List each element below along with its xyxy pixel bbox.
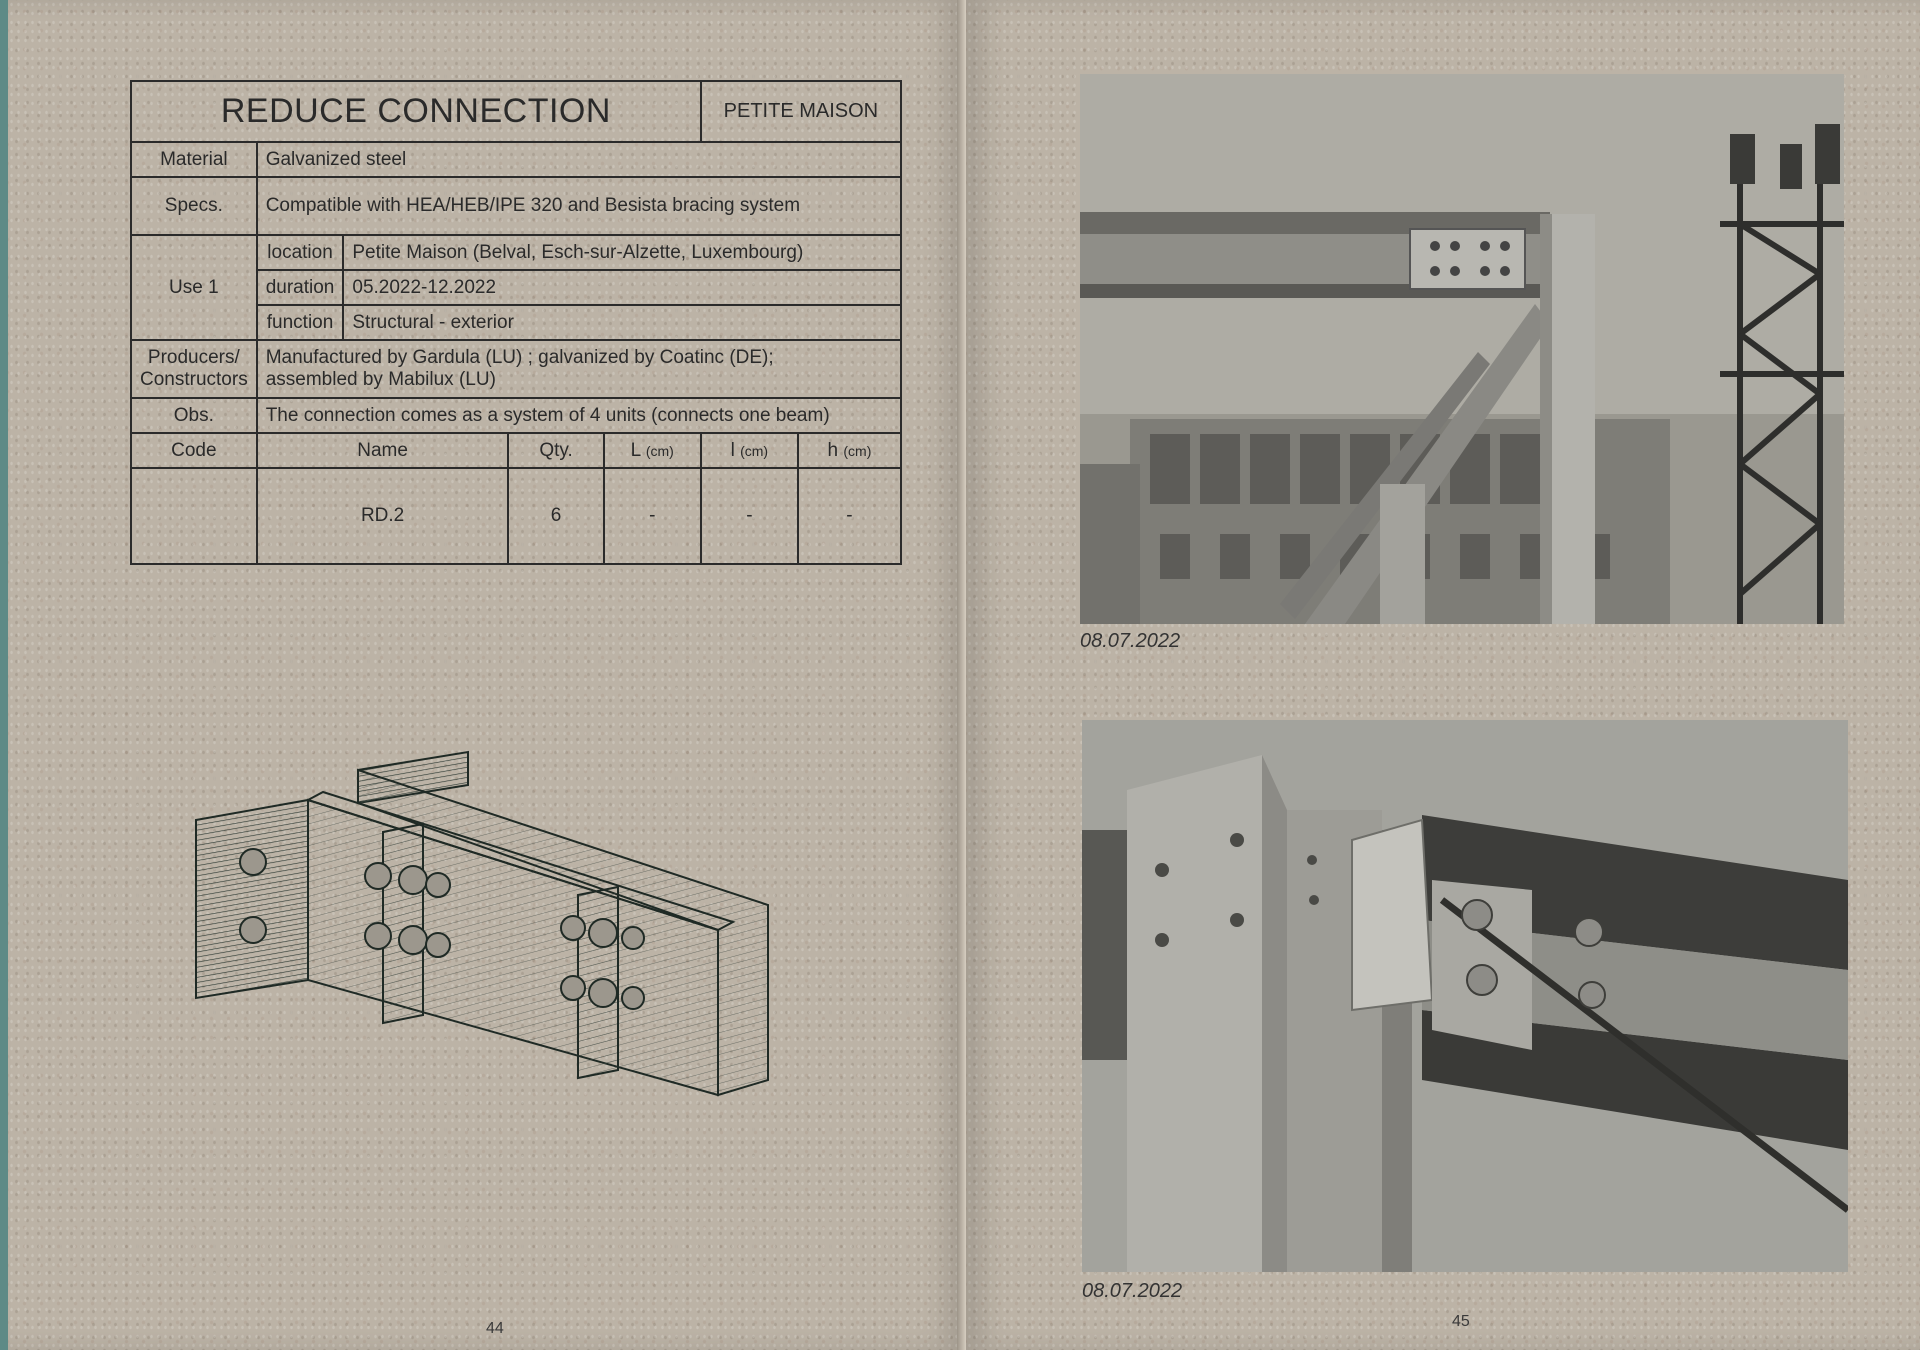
producers-value-line1: Manufactured by Gardula (LU) ; galvanized by Coatinc (DE); (265, 347, 774, 369)
left-page (8, 0, 963, 1350)
col-height-letter: h (827, 439, 839, 461)
connection-closeup-photo-frame (1082, 720, 1848, 1272)
construction-photo-frame (1080, 74, 1844, 624)
photo2-caption: 08.07.2022 (1082, 1280, 1183, 1302)
duration-value: 05.2022-12.2022 (343, 270, 901, 305)
col-width-unit: (cm) (740, 442, 769, 459)
duration-label: duration (257, 270, 344, 305)
right-page (966, 0, 1920, 1350)
frame-photo-svg (1080, 74, 1844, 624)
row-length: - (604, 468, 701, 564)
project-name: PETITE MAISON (701, 81, 901, 142)
closeup-photo-svg (1082, 720, 1848, 1272)
producers-label (131, 340, 257, 398)
table-title: REDUCE CONNECTION (131, 81, 701, 142)
producers-value-line2: assembled by Mabilux (LU) (265, 369, 496, 390)
row-qty: 6 (508, 468, 603, 564)
producers-value (257, 340, 901, 398)
col-code: Code (131, 433, 257, 468)
producers-label-line2: Constructors (140, 369, 248, 390)
col-height-unit: (cm) (843, 442, 872, 459)
col-name: Name (257, 433, 509, 468)
connection-sketch (188, 740, 788, 1110)
col-length-unit: (cm) (645, 442, 674, 459)
col-width-letter: l (730, 439, 735, 461)
material-value: Galvanized steel (257, 142, 901, 177)
col-length (604, 433, 701, 468)
row-code (131, 468, 257, 564)
page-number-left: 44 (486, 1320, 504, 1337)
function-label: function (257, 305, 344, 340)
function-value: Structural - exterior (343, 305, 901, 340)
location-label: location (257, 235, 344, 270)
row-name: RD.2 (257, 468, 509, 564)
photo1-caption: 08.07.2022 (1080, 630, 1181, 652)
material-label: Material (131, 142, 257, 177)
col-height (798, 433, 901, 468)
col-width (701, 433, 798, 468)
obs-label: Obs. (131, 398, 257, 433)
col-length-letter: L (630, 439, 641, 461)
row-height: - (798, 468, 901, 564)
page-number-right: 45 (1452, 1313, 1470, 1330)
col-qty: Qty. (508, 433, 603, 468)
specs-label: Specs. (131, 177, 257, 235)
row-width: - (701, 468, 798, 564)
producers-label-line1: Producers/ (147, 347, 240, 369)
specs-value: Compatible with HEA/HEB/IPE 320 and Besista bracing system (257, 177, 901, 235)
location-value: Petite Maison (Belval, Esch-sur-Alzette, Luxembourg) (343, 235, 901, 270)
obs-value: The connection comes as a system of 4 units (connects one beam) (257, 398, 901, 433)
connection-spec-table (130, 80, 902, 565)
use-label: Use 1 (131, 235, 257, 340)
